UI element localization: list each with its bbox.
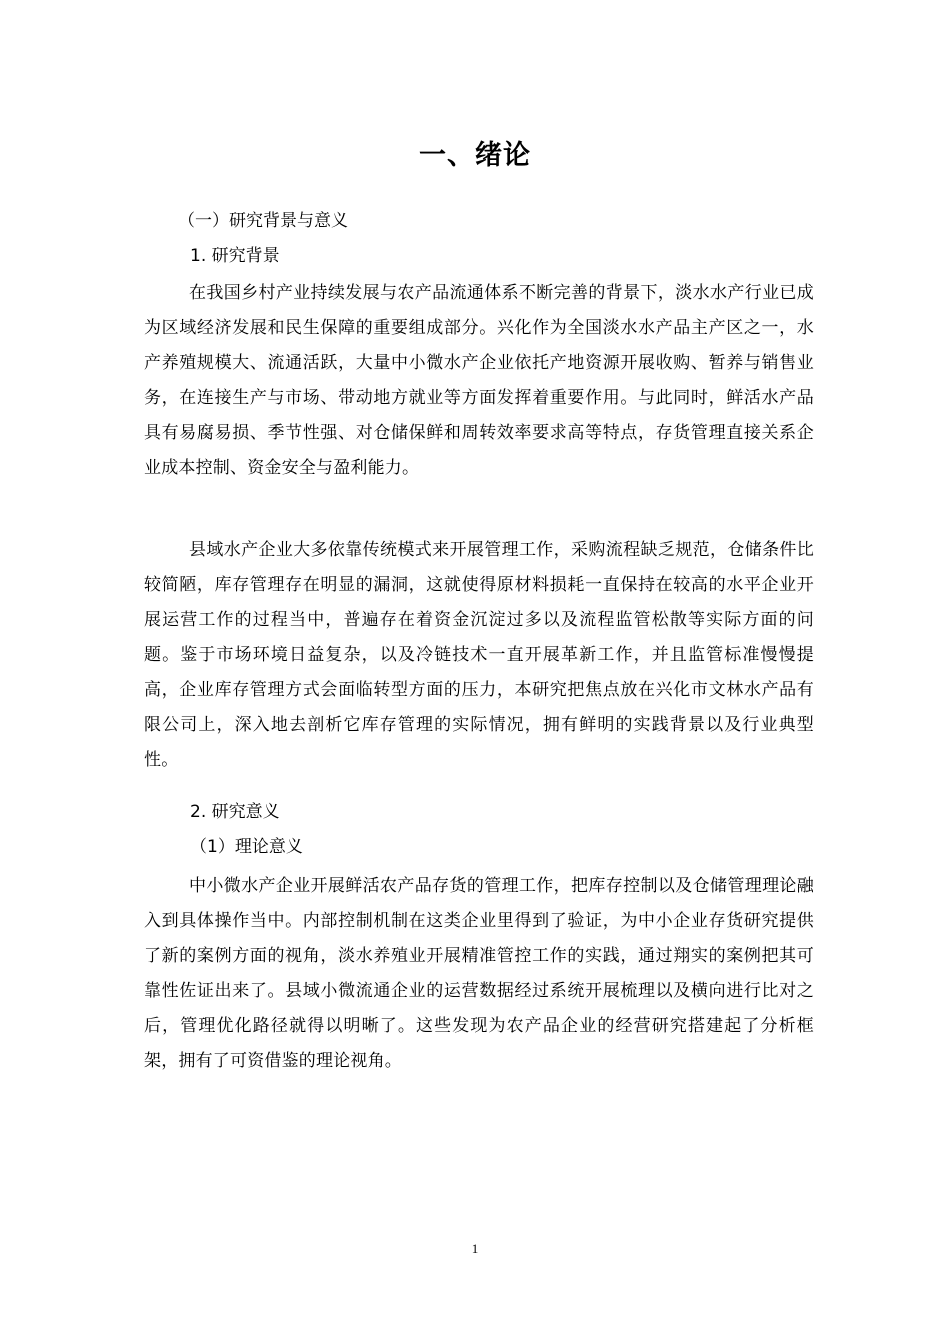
subsection-heading-significance: 2. 研究意义 xyxy=(190,802,280,822)
section-heading: （一）研究背景与意义 xyxy=(178,211,348,231)
paragraph-theoretical: 中小微水产企业开展鲜活农产品存货的管理工作，把库存控制以及仓储管理理论融入到具体操作当中。内部控制机制在这类企业里得到了验证，为中小企业存货研究提供了新的案例方面的视角，淡水养殖业开展精准管控工作的实践，通过翔实的案例把其可靠性佐证出来了。县域小微流通企业的运营数据经过系统开展梳理以及横向进行比对之后，管理优化路径就得以明晰了。这些发现为农产品企业的经营研究搭建起了分析框架，拥有了可资借鉴的理论视角。 xyxy=(144,876,814,1071)
page-number: 1 xyxy=(471,1241,479,1256)
paragraph-background-2: 县域水产企业大多依靠传统模式来开展管理工作，采购流程缺乏规范，仓储条件比较简陋，库存管理存在明显的漏洞，这就使得原材料损耗一直保持在较高的水平企业开展运营工作的过程当中，普遍存在着资金沉淀过多以及流程监管松散等实际方面的问题。鉴于市场环境日益复杂，以及冷链技术一直开展革新工作，并且监管标准慢慢提高，企业库存管理方式会面临转型方面的压力，本研究把焦点放在兴化市文林水产品有限公司上，深入地去剖析它库存管理的实际情况，拥有鲜明的实践背景以及行业典型性。 xyxy=(144,540,814,770)
subsection-heading-theoretical: （1）理论意义 xyxy=(190,837,303,857)
chapter-title: 一、绪论 xyxy=(419,140,531,171)
subsection-heading-background: 1. 研究背景 xyxy=(190,246,280,266)
paragraph-background-1: 在我国乡村产业持续发展与农产品流通体系不断完善的背景下，淡水水产行业已成为区域经济发展和民生保障的重要组成部分。兴化作为全国淡水水产品主产区之一，水产养殖规模大、流通活跃，大量中小微水产企业依托产地资源开展收购、暂养与销售业务，在连接生产与市场、带动地方就业等方面发挥着重要作用。与此同时，鲜活水产品具有易腐易损、季节性强、对仓储保鲜和周转效率要求高等特点，存货管理直接关系企业成本控制、资金安全与盈利能力。 xyxy=(144,283,814,478)
